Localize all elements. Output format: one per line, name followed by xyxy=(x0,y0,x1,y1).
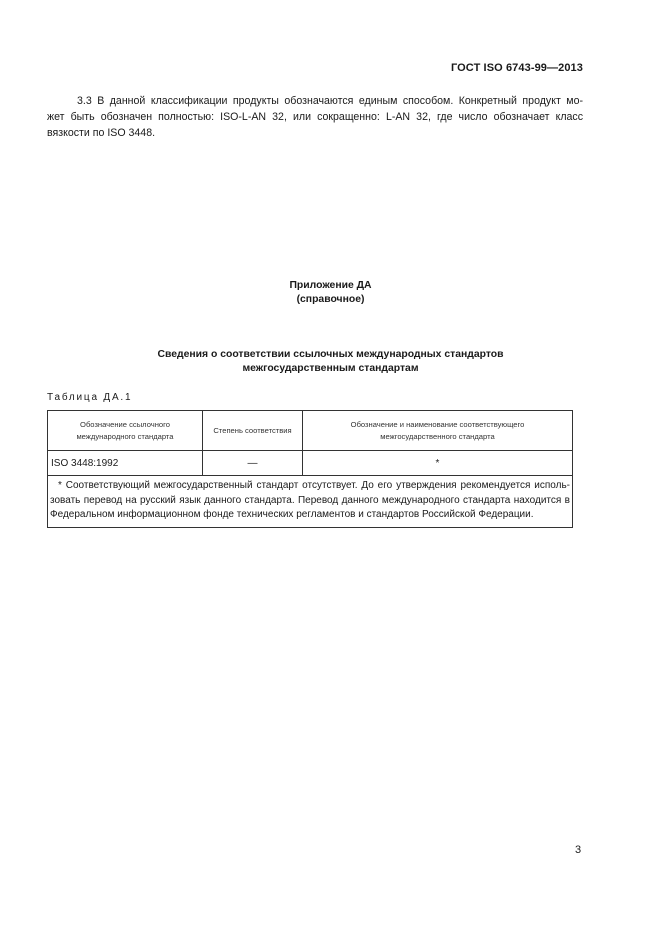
header-ref-line-2: международного стандарта xyxy=(76,431,174,441)
clause-line-2: жет быть обозначен полностью: ISO-L-AN 32, или сокращенно: L-AN 32, где число обозначает класс xyxy=(47,111,583,123)
cell-ref-standard: ISO 3448:1992 xyxy=(48,451,203,476)
header-ref-standard xyxy=(48,411,203,451)
page-number: 3 xyxy=(575,844,582,856)
cell-degree: — xyxy=(203,451,303,476)
section-title-line-2: межгосударственным стандартам xyxy=(242,363,419,374)
clause-line-3: вязкости по ISO 3448. xyxy=(47,127,156,139)
table-label: Таблица ДА.1 xyxy=(47,392,133,403)
table-footnote-row xyxy=(48,476,573,528)
header-interstate-line-2: межгосударственного стандарта xyxy=(380,431,495,441)
header-interstate-line-1: Обозначение и наименование соответствующего xyxy=(350,419,525,429)
header-degree: Степень соответствия xyxy=(203,411,303,451)
footnote-line-3: Федеральном информационном фонде технических регламентов и стандартов Российской Федерации. xyxy=(50,509,534,520)
clause-3-3 xyxy=(47,93,583,141)
standard-code-header: ГОСТ ISO 6743-99—2013 xyxy=(450,62,583,74)
table-row xyxy=(48,451,573,476)
footnote-line-2: зовать перевод на русский язык данного стандарта. Перевод данного международного стандарта находится в xyxy=(50,494,570,506)
table-footnote xyxy=(48,476,573,528)
appendix-title: Приложение ДА xyxy=(289,280,372,291)
section-title-line-1: Сведения о соответствии ссылочных международных стандартов xyxy=(157,349,504,360)
correspondence-table xyxy=(47,410,573,528)
footnote-line-1: * Соответствующий межгосударственный стандарт отсутствует. До его утверждения рекомендуется исполь- xyxy=(58,480,570,491)
table-header-row xyxy=(48,411,573,451)
clause-line-1: 3.3 В данной классификации продукты обозначаются единым способом. Конкретный продукт мо- xyxy=(77,95,583,107)
header-ref-line-1: Обозначение ссылочного xyxy=(80,419,170,429)
section-title xyxy=(0,348,661,376)
cell-interstate-standard: * xyxy=(303,451,573,476)
appendix-subtitle: (справочное) xyxy=(296,294,365,305)
header-interstate-standard xyxy=(303,411,573,451)
